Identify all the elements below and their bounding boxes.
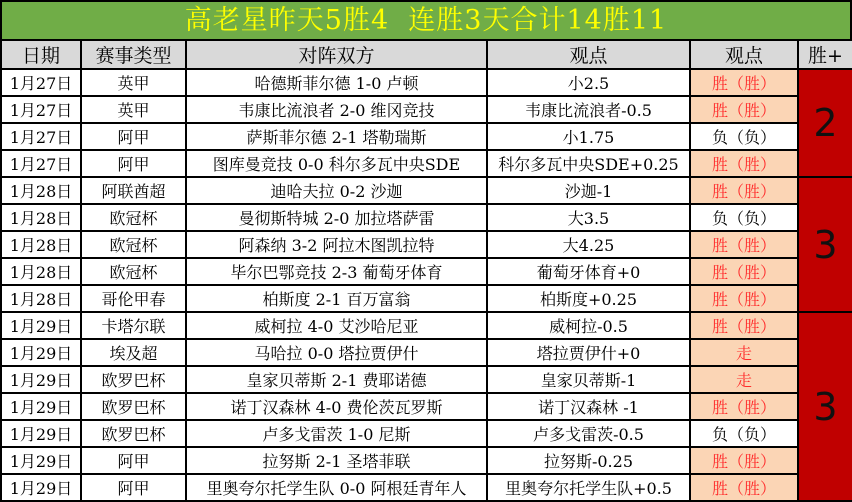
opinion-cell: 诺丁汉森林 -1 bbox=[487, 393, 690, 420]
league-cell: 阿甲 bbox=[81, 150, 186, 177]
result-cell: 负（负） bbox=[690, 204, 798, 231]
date-cell: 1月29日 bbox=[1, 420, 81, 447]
league-cell: 欧罗巴杯 bbox=[81, 420, 186, 447]
header-win-plus: 胜+ bbox=[798, 40, 852, 69]
date-cell: 1月29日 bbox=[1, 339, 81, 366]
league-cell: 哥伦甲春 bbox=[81, 285, 186, 312]
league-cell: 阿联酋超 bbox=[81, 177, 186, 204]
opinion-cell: 小2.5 bbox=[487, 69, 690, 96]
opinion-cell: 葡萄牙体育+0 bbox=[487, 258, 690, 285]
league-cell: 阿甲 bbox=[81, 123, 186, 150]
header-row bbox=[1, 40, 852, 69]
date-cell: 1月27日 bbox=[1, 123, 81, 150]
result-cell: 胜（胜） bbox=[690, 150, 798, 177]
opinion-cell: 大3.5 bbox=[487, 204, 690, 231]
date-cell: 1月28日 bbox=[1, 285, 81, 312]
league-cell: 欧冠杯 bbox=[81, 258, 186, 285]
opinion-cell: 大4.25 bbox=[487, 231, 690, 258]
result-cell: 胜（胜） bbox=[690, 96, 798, 123]
match-cell: 诺丁汉森林 4-0 费伦茨瓦罗斯 bbox=[186, 393, 487, 420]
match-cell: 柏斯度 2-1 百万富翁 bbox=[186, 285, 487, 312]
date-cell: 1月29日 bbox=[1, 366, 81, 393]
match-cell: 萨斯菲尔德 2-1 塔勒瑞斯 bbox=[186, 123, 487, 150]
opinion-cell: 柏斯度+0.25 bbox=[487, 285, 690, 312]
streak-count-cell: 2 bbox=[798, 69, 852, 177]
table-row bbox=[1, 285, 852, 312]
match-cell: 拉努斯 2-1 圣塔菲联 bbox=[186, 447, 487, 474]
results-table bbox=[0, 39, 852, 502]
date-cell: 1月29日 bbox=[1, 393, 81, 420]
date-cell: 1月29日 bbox=[1, 447, 81, 474]
date-cell: 1月28日 bbox=[1, 204, 81, 231]
date-cell: 1月27日 bbox=[1, 69, 81, 96]
opinion-cell: 科尔多瓦中央SDE+0.25 bbox=[487, 150, 690, 177]
table-row bbox=[1, 393, 852, 420]
date-cell: 1月29日 bbox=[1, 312, 81, 339]
opinion-cell: 威柯拉-0.5 bbox=[487, 312, 690, 339]
match-cell: 威柯拉 4-0 艾沙哈尼亚 bbox=[186, 312, 487, 339]
result-cell: 胜（胜） bbox=[690, 177, 798, 204]
match-cell: 曼彻斯特城 2-0 加拉塔萨雷 bbox=[186, 204, 487, 231]
match-cell: 图库曼竞技 0-0 科尔多瓦中央SDE bbox=[186, 150, 487, 177]
header-league: 赛事类型 bbox=[81, 40, 186, 69]
table-row bbox=[1, 204, 852, 231]
opinion-cell: 皇家贝蒂斯-1 bbox=[487, 366, 690, 393]
opinion-cell: 拉努斯-0.25 bbox=[487, 447, 690, 474]
opinion-cell: 卢多戈雷茨-0.5 bbox=[487, 420, 690, 447]
result-cell: 负（负） bbox=[690, 123, 798, 150]
table-row bbox=[1, 96, 852, 123]
header-match: 对阵双方 bbox=[186, 40, 487, 69]
result-cell: 胜（胜） bbox=[690, 231, 798, 258]
result-cell: 胜（胜） bbox=[690, 258, 798, 285]
result-cell: 走 bbox=[690, 366, 798, 393]
result-cell: 胜（胜） bbox=[690, 69, 798, 96]
date-cell: 1月29日 bbox=[1, 474, 81, 501]
result-cell: 胜（胜） bbox=[690, 474, 798, 501]
table-row bbox=[1, 150, 852, 177]
table-row bbox=[1, 177, 852, 204]
league-cell: 埃及超 bbox=[81, 339, 186, 366]
result-cell: 胜（胜） bbox=[690, 285, 798, 312]
match-cell: 阿森纳 3-2 阿拉木图凯拉特 bbox=[186, 231, 487, 258]
table-row bbox=[1, 69, 852, 96]
match-cell: 迪哈夫拉 0-2 沙迦 bbox=[186, 177, 487, 204]
match-cell: 里奥夸尔托学生队 0-0 阿根廷青年人 bbox=[186, 474, 487, 501]
league-cell: 欧罗巴杯 bbox=[81, 393, 186, 420]
header-verdict: 观点 bbox=[690, 40, 798, 69]
streak-count-cell: 3 bbox=[798, 177, 852, 312]
date-cell: 1月28日 bbox=[1, 177, 81, 204]
opinion-cell: 沙迦-1 bbox=[487, 177, 690, 204]
league-cell: 阿甲 bbox=[81, 447, 186, 474]
league-cell: 卡塔尔联 bbox=[81, 312, 186, 339]
title-banner: 高老星昨天5胜4 连胜3天合计14胜11 bbox=[0, 0, 852, 39]
table-row bbox=[1, 420, 852, 447]
table-row bbox=[1, 339, 852, 366]
league-cell: 欧冠杯 bbox=[81, 231, 186, 258]
date-cell: 1月28日 bbox=[1, 231, 81, 258]
league-cell: 英甲 bbox=[81, 69, 186, 96]
match-cell: 毕尔巴鄂竞技 2-3 葡萄牙体育 bbox=[186, 258, 487, 285]
header-opinion: 观点 bbox=[487, 40, 690, 69]
table-row bbox=[1, 474, 852, 501]
league-cell: 欧冠杯 bbox=[81, 204, 186, 231]
table-row bbox=[1, 123, 852, 150]
match-cell: 韦康比流浪者 2-0 维冈竞技 bbox=[186, 96, 487, 123]
table-row bbox=[1, 258, 852, 285]
header-date: 日期 bbox=[1, 40, 81, 69]
league-cell: 阿甲 bbox=[81, 474, 186, 501]
result-cell: 负（负） bbox=[690, 420, 798, 447]
opinion-cell: 里奥夸尔托学生队+0.5 bbox=[487, 474, 690, 501]
table-row bbox=[1, 366, 852, 393]
table-row bbox=[1, 447, 852, 474]
date-cell: 1月27日 bbox=[1, 96, 81, 123]
match-cell: 卢多戈雷茨 1-0 尼斯 bbox=[186, 420, 487, 447]
result-cell: 胜（胜） bbox=[690, 393, 798, 420]
match-cell: 马哈拉 0-0 塔拉贾伊什 bbox=[186, 339, 487, 366]
league-cell: 欧罗巴杯 bbox=[81, 366, 186, 393]
opinion-cell: 韦康比流浪者-0.5 bbox=[487, 96, 690, 123]
date-cell: 1月27日 bbox=[1, 150, 81, 177]
table-row bbox=[1, 231, 852, 258]
table-row bbox=[1, 312, 852, 339]
result-cell: 胜（胜） bbox=[690, 447, 798, 474]
opinion-cell: 塔拉贾伊什+0 bbox=[487, 339, 690, 366]
opinion-cell: 小1.75 bbox=[487, 123, 690, 150]
date-cell: 1月28日 bbox=[1, 258, 81, 285]
result-cell: 胜（胜） bbox=[690, 312, 798, 339]
league-cell: 英甲 bbox=[81, 96, 186, 123]
result-cell: 走 bbox=[690, 339, 798, 366]
match-cell: 皇家贝蒂斯 2-1 费耶诺德 bbox=[186, 366, 487, 393]
streak-count-cell: 3 bbox=[798, 312, 852, 501]
match-cell: 哈德斯菲尔德 1-0 卢顿 bbox=[186, 69, 487, 96]
